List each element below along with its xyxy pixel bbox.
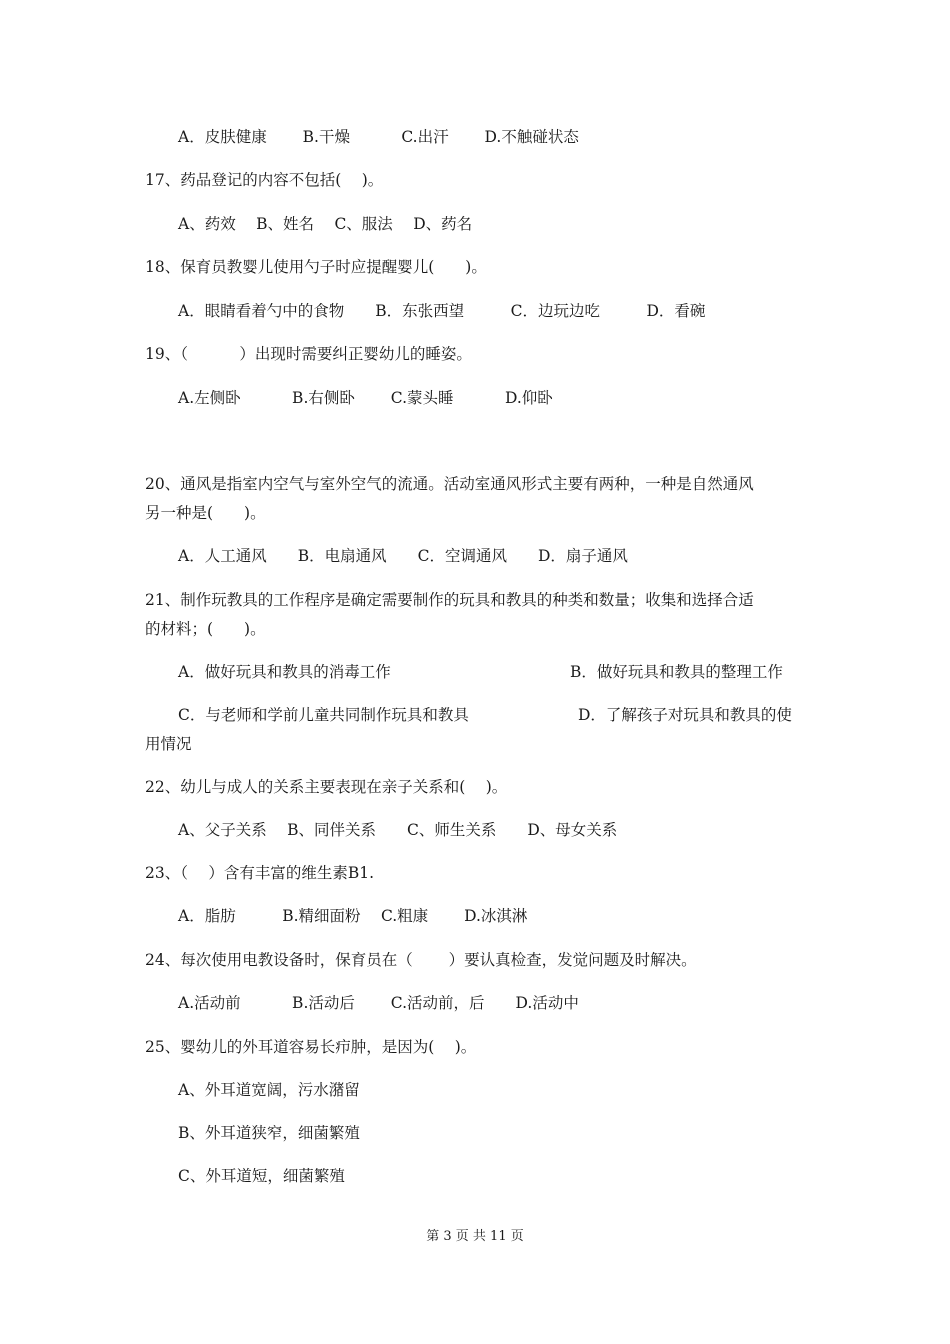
q25-option-a: A、外耳道宽阔，污水潴留 bbox=[178, 1081, 360, 1099]
q25-option-c: C、外耳道短，细菌繁殖 bbox=[178, 1167, 345, 1185]
question-23: 23、（ ）含有丰富的维生素B1. bbox=[145, 864, 375, 882]
page-number-footer: 第 3 页 共 11 页 bbox=[426, 1229, 524, 1244]
q17-options: A、药效 B、姓名 C、服法 D、药名 bbox=[178, 215, 473, 233]
question-20-line2: 另一种是( )。 bbox=[145, 504, 266, 522]
q19-options: A.左侧卧 B.右侧卧 C.蒙头睡 D.仰卧 bbox=[178, 389, 553, 407]
q18-options: A．眼睛看着勺中的食物 B．东张西望 C．边玩边吃 D．看碗 bbox=[178, 302, 706, 320]
q24-options: A.活动前 B.活动后 C.活动前，后 D.活动中 bbox=[178, 994, 579, 1012]
q25-option-b: B、外耳道狭窄，细菌繁殖 bbox=[178, 1124, 360, 1142]
question-19: 19、（ ）出现时需要纠正婴幼儿的睡姿。 bbox=[145, 345, 472, 363]
question-18: 18、保育员教婴儿使用勺子时应提醒婴儿( )。 bbox=[145, 258, 487, 276]
q22-options: A、父子关系 B、同伴关系 C、师生关系 D、母女关系 bbox=[178, 821, 618, 839]
question-25: 25、婴幼儿的外耳道容易长疖肿，是因为( )。 bbox=[145, 1038, 477, 1056]
q20-options: A．人工通风 B．电扇通风 C．空调通风 D．扇子通风 bbox=[178, 547, 628, 565]
q21-option-b: B．做好玩具和教具的整理工作 bbox=[570, 663, 783, 681]
question-24: 24、每次使用电教设备时，保育员在（ ）要认真检查，发觉问题及时解决。 bbox=[145, 951, 697, 969]
question-21-line1: 21、制作玩教具的工作程序是确定需要制作的玩具和教具的种类和数量；收集和选择合适 bbox=[145, 591, 754, 609]
question-22: 22、幼儿与成人的关系主要表现在亲子关系和( )。 bbox=[145, 778, 508, 796]
q16-options: A．皮肤健康 B.干燥 C.出汗 D.不触碰状态 bbox=[178, 128, 579, 146]
question-21-line2: 的材料；( )。 bbox=[145, 620, 266, 638]
q21-option-a: A．做好玩具和教具的消毒工作 bbox=[178, 663, 391, 681]
question-17: 17、药品登记的内容不包括( )。 bbox=[145, 171, 384, 189]
q21-option-d-continued: 用情况 bbox=[145, 735, 192, 753]
question-20-line1: 20、通风是指室内空气与室外空气的流通。活动室通风形式主要有两种，一种是自然通风 bbox=[145, 475, 754, 493]
q21-option-d: D．了解孩子对玩具和教具的使 bbox=[578, 706, 792, 724]
q21-option-c: C．与老师和学前儿童共同制作玩具和教具 bbox=[178, 706, 469, 724]
q23-options: A．脂肪 B.精细面粉 C.粗康 D.冰淇淋 bbox=[178, 907, 528, 925]
